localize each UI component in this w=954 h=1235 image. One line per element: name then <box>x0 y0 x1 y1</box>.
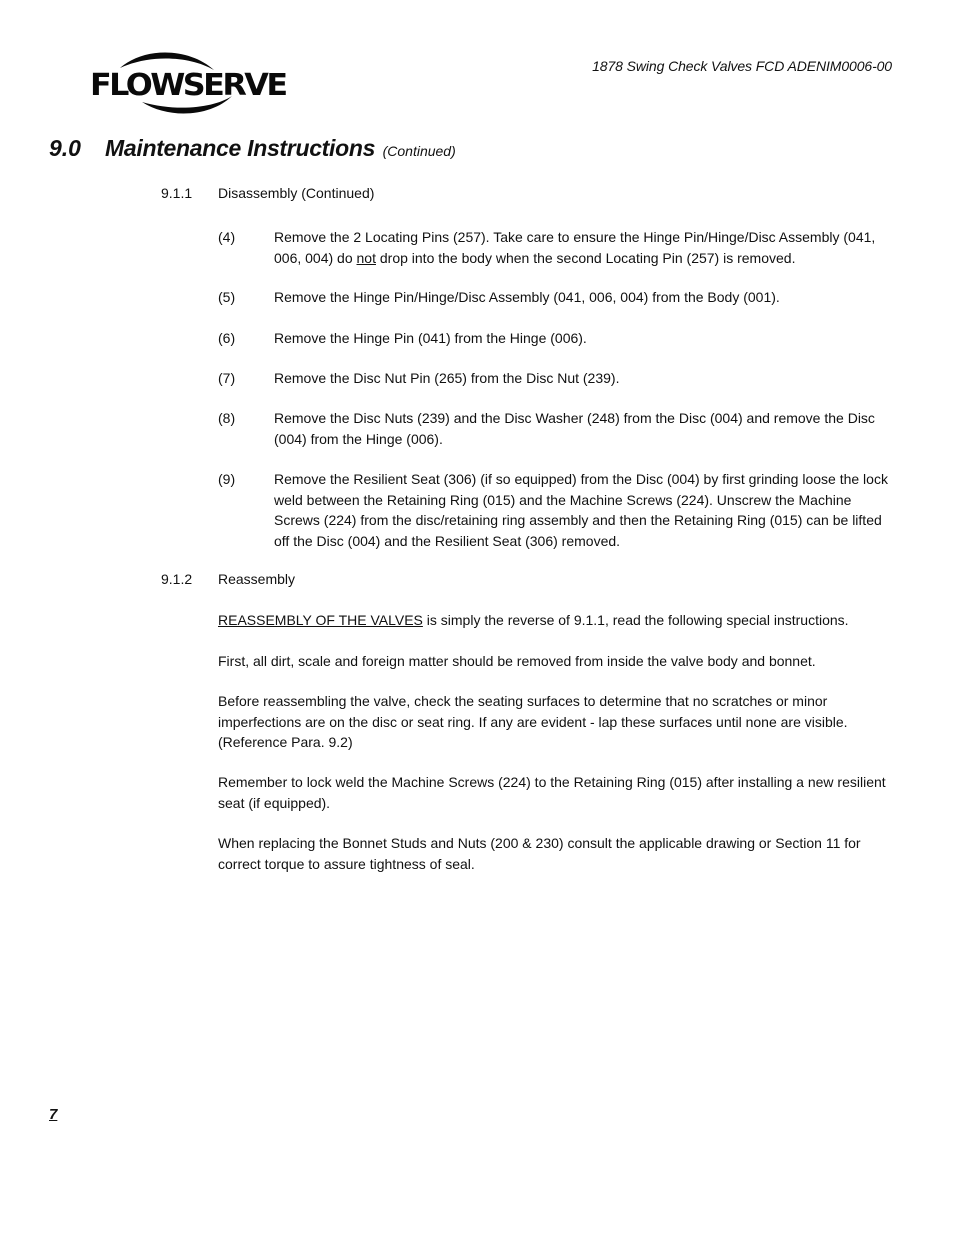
step-number: (9) <box>218 471 236 487</box>
reassembly-paragraph: First, all dirt, scale and foreign matter should be removed from inside the valve body and bonnet. <box>218 653 816 669</box>
step-8 <box>218 408 898 449</box>
subsection-title-reassembly: Reassembly <box>218 571 296 587</box>
step-number: (8) <box>218 410 236 426</box>
step-7 <box>218 368 898 389</box>
section-heading <box>49 135 456 162</box>
step-number: (6) <box>218 330 236 346</box>
section-number: 9.0 <box>49 135 81 161</box>
reassembly-intro-text: is simply the reverse of 9.1.1, read the following special instructions. <box>422 612 849 628</box>
subsection-number-disassembly: 9.1.1 <box>161 185 193 201</box>
step-number: (5) <box>218 289 236 305</box>
step-6 <box>218 328 898 349</box>
logo-wordmark: FLOWSERVE <box>90 68 286 103</box>
step-text: Remove the Disc Nuts (239) and the Disc Washer (248) from the Disc (004) and remove the Disc (004) from the Hinge (006). <box>274 410 875 447</box>
step-text: Remove the 2 Locating Pins (257). Take care to ensure the Hinge Pin/Hinge/Disc Assembly (041, 006, 004) do not drop into the body when the second Locating Pin (257) is removed. <box>274 229 876 266</box>
step-9 <box>218 469 898 551</box>
step-text: Remove the Disc Nut Pin (265) from the Disc Nut (239). <box>274 370 620 386</box>
reassembly-intro <box>218 610 898 631</box>
reassembly-paragraph: Remember to lock weld the Machine Screws (224) to the Retaining Ring (015) after installing a new resilient seat (if equipped). <box>218 774 886 811</box>
step-number: (4) <box>218 229 236 245</box>
reassembly-paragraph: Before reassembling the valve, check the seating surfaces to determine that no scratches or minor imperfections are on the disc or seat ring. If any are evident - lap these surfaces until none are visible. (Reference Para. 9.2) <box>218 693 848 750</box>
step-text: Remove the Resilient Seat (306) (if so equipped) from the Disc (004) by first grinding loose the lock weld between the Retaining Ring (015) and the Machine Screws (224). Unscrew the Machine Screws (224) from the disc/retaining ring assembly and then the Retaining Ring (015) can be lifted off the Disc (004) and the Resilient Seat (306) removed. <box>274 471 888 549</box>
step-emphasis: not <box>356 249 376 266</box>
document-reference: 1878 Swing Check Valves FCD ADENIM0006-00 <box>592 58 892 74</box>
step-5 <box>218 287 898 308</box>
section-title: Maintenance Instructions <box>105 135 376 161</box>
step-text: Remove the Hinge Pin/Hinge/Disc Assembly (041, 006, 004) from the Body (001). <box>274 289 780 305</box>
step-number: (7) <box>218 370 236 386</box>
subsection-number-reassembly: 9.1.2 <box>161 571 193 587</box>
reassembly-intro-emphasis: REASSEMBLY OF THE VALVES <box>218 612 423 628</box>
step-4 <box>218 227 898 268</box>
section-continued-label: (Continued) <box>382 143 456 159</box>
page-number: 7 <box>49 1106 58 1123</box>
step-text: Remove the Hinge Pin (041) from the Hinge (006). <box>274 330 587 346</box>
flowserve-logo <box>90 50 286 122</box>
subsection-title-disassembly: Disassembly (Continued) <box>218 185 375 201</box>
reassembly-paragraph: When replacing the Bonnet Studs and Nuts (200 & 230) consult the applicable drawing or Section 11 for correct torque to assure tightness of seal. <box>218 835 861 872</box>
